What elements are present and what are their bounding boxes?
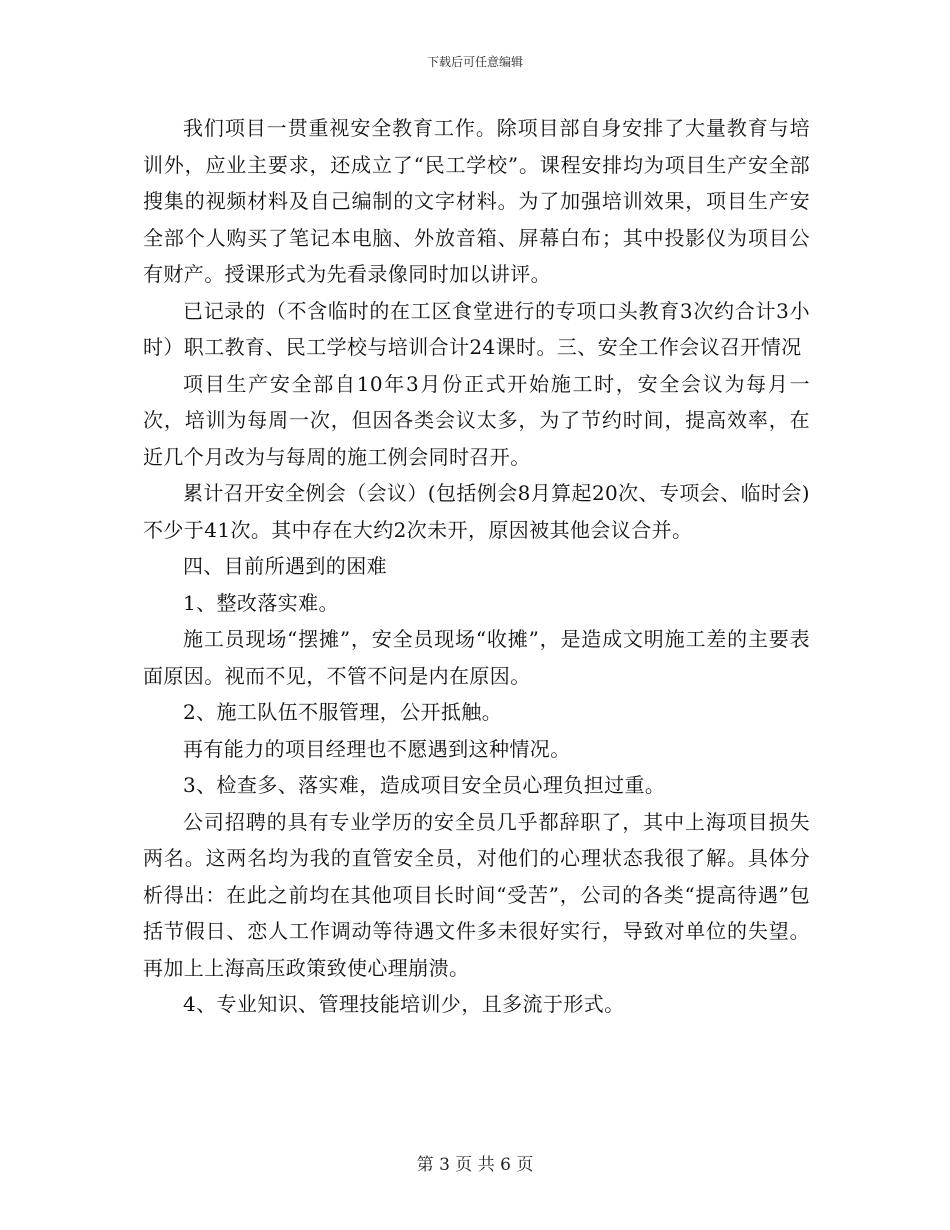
item-heading-1: 1、整改落实难。 [183, 590, 339, 615]
item-heading-2: 2、施工队伍不服管理，公开抵触。 [183, 700, 503, 724]
header-note: 下载后可任意编辑 [426, 55, 523, 69]
paragraph-safety-education: 我们项目一贯重视安全教育工作。除项目部自身安排了大量教育与培训外，应业主要求，还成立了“民工学校”。课程安排均为项目生产安全部搜集的视频材料及自己编制的文字材料。为了加强培训效果，项目生产安全部个人购买了笔记本电脑、外放音箱、屏幕白布；其中投影仪为项目公有财产。授课形式为先看录像同时加以讲评。 [143, 116, 810, 286]
paragraph-meeting-count: 累计召开安全例会（会议）(包括例会8月算起20次、专项会、临时会)不少于41次。其中存在大约2次未开，原因被其他会议合并。 [143, 481, 810, 542]
paragraph-meeting-schedule: 项目生产安全部自10年3月份正式开始施工时，安全会议为每月一次，培训为每周一次，但因各类会议太多，为了节约时间，提高效率，在近几个月改为与每周的施工例会同时召开。 [143, 371, 810, 469]
paragraph-item-2: 再有能力的项目经理也不愿遇到这种情况。 [183, 736, 571, 761]
document-body [143, 110, 810, 1023]
item-heading-4: 4、专业知识、管理技能培训少，且多流于形式。 [183, 992, 625, 1016]
item-heading-3: 3、检查多、落实难，造成项目安全员心理负担过重。 [183, 773, 666, 797]
paragraph-training-record: 已记录的（不含临时的在工区食堂进行的专项口头教育3次约合计3小时）职工教育、民工学校与培训合计24课时。三、安全工作会议召开情况 [143, 298, 810, 359]
paragraph-item-3: 公司招聘的具有专业学历的安全员几乎都辞职了，其中上海项目损失两名。这两名均为我的直管安全员，对他们的心理状态我很了解。具体分析得出：在此之前均在其他项目长时间“受苦”，公司的各类“提高待遇”包括节假日、恋人工作调动等待遇文件多未很好实行，导致对单位的失望。再加上上海高压政策致使心理崩溃。 [143, 809, 810, 980]
paragraph-item-1: 施工员现场“摆摊”，安全员现场“收摊”，是造成文明施工差的主要表面原因。视而不见，不管不问是内在原因。 [143, 627, 810, 688]
page-number: 第 3 页 共 6 页 [416, 1155, 534, 1175]
section-heading-difficulties: 四、目前所遇到的困难 [183, 554, 387, 578]
